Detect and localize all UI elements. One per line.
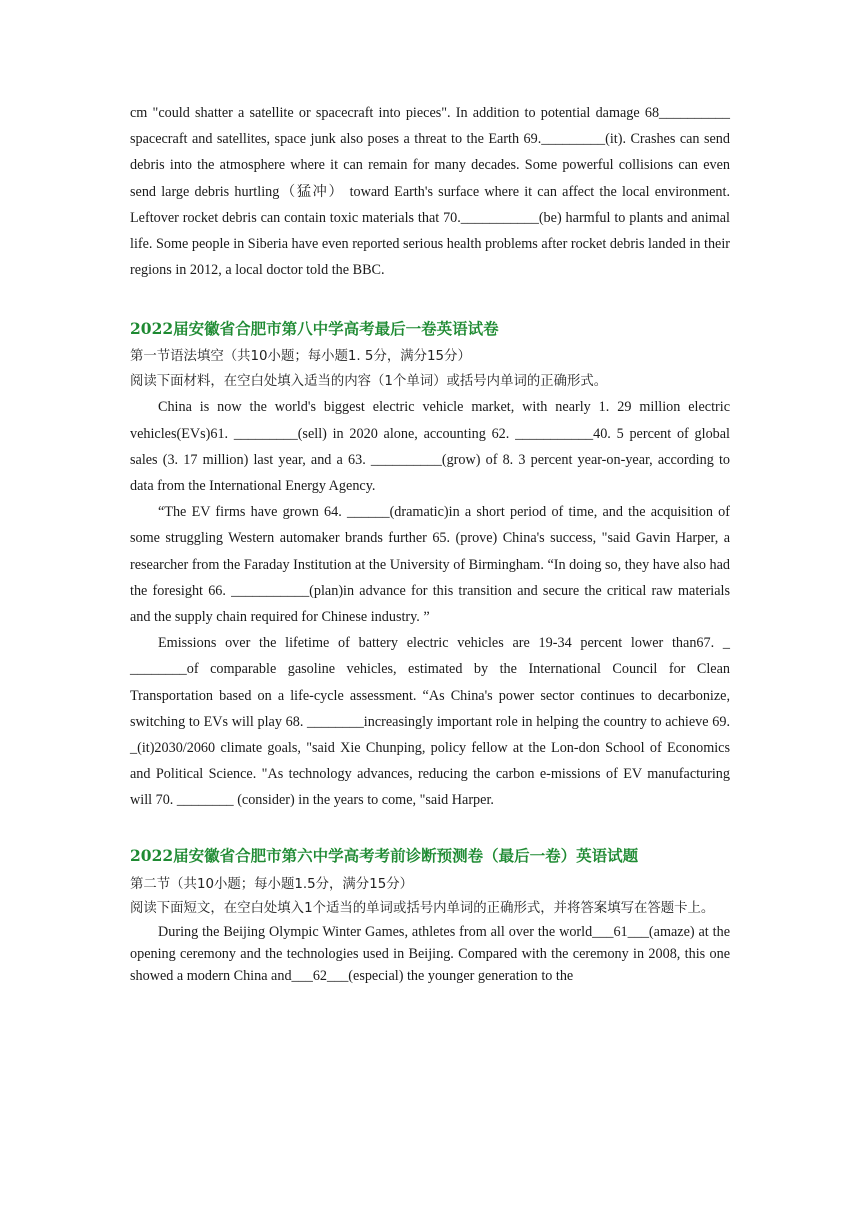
section2-paragraph-3: Emissions over the lifetime of battery electric vehicles are 19-34 percent lower than67. _ ________of comparable gasoline vehicles, estimated by the International Council for Clean Transportation based on a life-cycle assessment. “As China's power sector continues to decarbonize, switching to EVs will play 68. ________increasingly important role in helping the country to achieve 69. _(it)2030/2060 climate goals, "said Xie Chunping, policy fellow at the Lon-don School of Economics and Political Science. "As technology advances, reducing the carbon e-missions of EV manufacturing will 70. ________ (consider) in the years to come, "said Harper. xyxy=(130,635,730,809)
section2-subtitle: 第一节语法填空（共10小题；每小题1. 5分，满分15分） xyxy=(130,349,471,365)
section3-subtitle: 第二节（共10小题；每小题1.5分，满分15分） xyxy=(130,876,414,892)
section3-title: 2022届安徽省合肥市第六中学高考考前诊断预测卷（最后一卷）英语试题 xyxy=(130,845,639,865)
document-page xyxy=(130,100,730,987)
passage-end-paragraph: cm "could shatter a satellite or spacecraft into pieces". In addition to potential damage 68__________ spacecraft and satellites, space junk also poses a threat to the Earth 69._________(it). Crashes can send debris into the atmosphere where it can remain for many decades. Some powerful collisions can even send large debris hurtling（猛冲） toward Earth's surface where it can affect the local environment. Leftover rocket debris can contain toxic materials that 70.___________(be) harmful to plants and animal life. Some people in Siberia have even reported serious health problems after rocket debris landed in their regions in 2012, a local doctor told the BBC. xyxy=(130,105,731,279)
section2-instructions: 阅读下面材料，在空白处填入适当的内容（1个单词）或括号内单词的正确形式。 xyxy=(130,374,608,390)
section3-paragraph: During the Beijing Olympic Winter Games, athletes from all over the world___61___(amaze) at the opening ceremony and the technologies used in Beijing. Compared with the ceremony in 2008, this one showed a modern China and___62___(especial) the younger generation to the xyxy=(130,923,730,984)
section2-paragraph-1: China is now the world's biggest electric vehicle market, with nearly 1. 29 million electric vehicles(EVs)61. _________(sell) in 2020 alone, accounting 62. ___________40. 5 percent of global sales (3. 17 million) last year, and a 63. __________(grow) of 8. 3 percent year-on-year, according to data from the International Energy Agency. xyxy=(130,399,730,495)
section2-paragraph-2: “The EV firms have grown 64. ______(dramatic)in a short period of time, and the acquisition of some struggling Western automaker brands further 65. (prove) China's success, "said Gavin Harper, a researcher from the Faraday Institution at the University of Birmingham. “In doing so, they have also had the foresight 66. ___________(plan)in advance for this transition and secure the critical raw materials and the supply chain required for Chinese industry. ” xyxy=(130,504,730,626)
section2-title: 2022届安徽省合肥市第八中学高考最后一卷英语试卷 xyxy=(130,319,499,339)
section3-instructions: 阅读下面短文，在空白处填入1个适当的单词或括号内单词的正确形式，并将答案填写在答题卡上。 xyxy=(130,900,715,916)
